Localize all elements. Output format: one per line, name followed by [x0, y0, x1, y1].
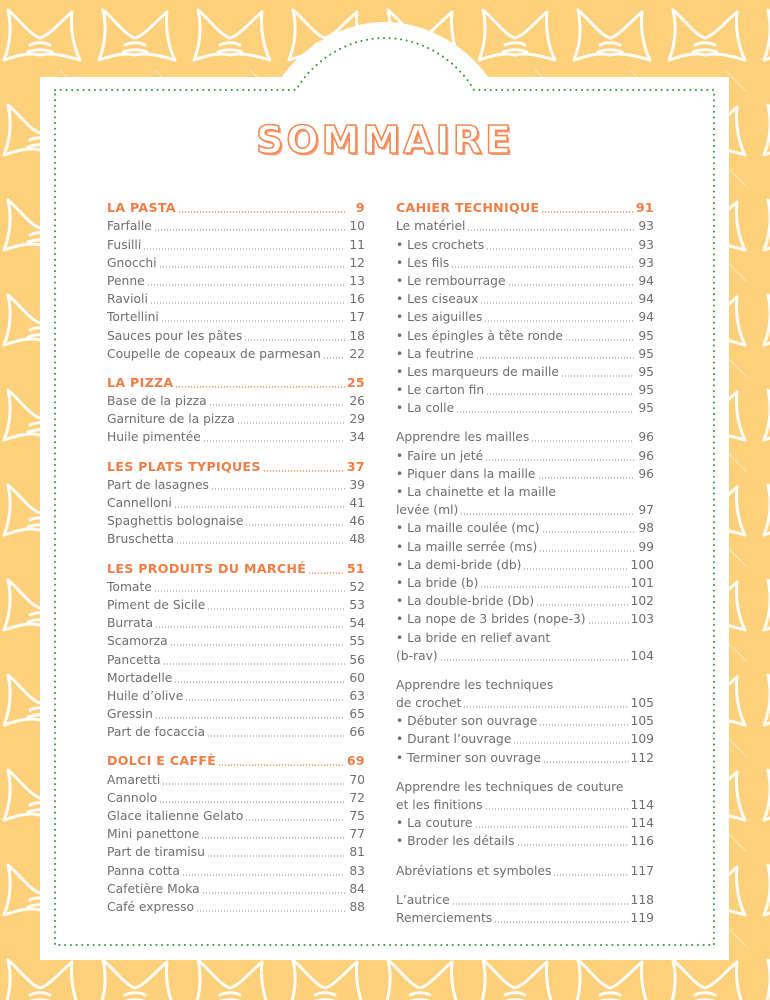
toc-entry[interactable]: • Piquer dans la maille 96 — [396, 466, 654, 481]
toc-entry[interactable]: Cannelloni 41 — [107, 496, 365, 510]
toc-entry[interactable]: Part de focaccia 66 — [107, 725, 365, 740]
toc-entry[interactable]: Coupelle de copeaux de parmesan 22 — [107, 346, 365, 361]
toc-entry[interactable]: • Les ciseaux 94 — [396, 292, 654, 307]
toc-entry[interactable]: Ravioli 16 — [107, 292, 365, 307]
toc-section-heading[interactable]: LA PASTA 9 — [107, 200, 365, 216]
toc-entry[interactable]: (b-rav) 104 — [396, 648, 654, 663]
toc-entry[interactable]: Cannolo 72 — [107, 790, 365, 805]
toc-left-column — [107, 199, 365, 916]
toc-entry[interactable]: • La bride (b) 101 — [396, 575, 654, 590]
toc-entry[interactable]: Mortadelle 60 — [107, 670, 365, 685]
toc-entry[interactable]: • Faire un jeté 96 — [396, 448, 654, 463]
toc-entry[interactable]: Tomate 52 — [107, 579, 365, 594]
toc-entry[interactable]: Sauces pour les pâtes 18 — [107, 328, 365, 343]
dot-leader — [178, 211, 345, 213]
toc-entry[interactable]: • Les marqueurs de maille 95 — [396, 364, 654, 379]
toc-entry[interactable]: de crochet 105 — [396, 696, 654, 711]
toc-entry[interactable]: Gressin 65 — [107, 707, 365, 722]
toc-entry[interactable]: Gnocchi 12 — [107, 255, 365, 270]
toc-entry[interactable]: et les finitions 114 — [396, 798, 654, 812]
toc-entry[interactable]: Farfalle 10 — [107, 219, 365, 234]
toc-entry[interactable]: • Le carton fin 95 — [396, 383, 654, 398]
toc-entry[interactable]: Part de tiramisu 81 — [107, 845, 365, 860]
toc-entry[interactable]: Pancetta 56 — [107, 652, 365, 667]
toc-entry[interactable]: Mini panettone 77 — [107, 827, 365, 842]
toc-entry-wrapped[interactable]: Apprendre les techniques — [396, 677, 554, 692]
dot-leader — [308, 572, 345, 574]
page-title: SOMMAIRE — [255, 118, 515, 162]
toc-entry[interactable]: Part de lasagnes 39 — [107, 477, 365, 492]
toc-entry[interactable]: Huile d’olive 63 — [107, 688, 365, 703]
toc-right-column — [396, 199, 654, 927]
toc-entry[interactable]: • La couture 114 — [396, 816, 654, 831]
toc-entry[interactable]: • Les épingles à tête ronde 95 — [396, 328, 654, 343]
toc-entry[interactable]: Café expresso 88 — [107, 899, 365, 914]
toc-section-heading[interactable]: LES PLATS TYPIQUES 37 — [107, 458, 365, 474]
toc-entry[interactable]: • La maille coulée (mc) 98 — [396, 521, 654, 536]
toc-entry[interactable]: • Broder les détails 116 — [396, 834, 654, 849]
toc-entry[interactable]: levée (ml) 97 — [396, 503, 654, 518]
toc-entry[interactable]: Penne 13 — [107, 273, 365, 288]
toc-entry[interactable]: • La double-bride (Db) 102 — [396, 594, 654, 609]
toc-entry[interactable]: Amaretti 70 — [107, 772, 365, 787]
toc-entry[interactable]: • La nope de 3 brides (nope-3) 103 — [396, 612, 654, 627]
toc-entry-wrapped[interactable]: • La chainette et la maille — [396, 485, 556, 499]
toc-entry[interactable]: Bruschetta 48 — [107, 532, 365, 547]
toc-entry[interactable]: Le matériel 93 — [396, 219, 654, 234]
toc-entry[interactable]: Abréviations et symboles 117 — [396, 863, 654, 878]
toc-entry[interactable]: • Les fils 93 — [396, 255, 654, 270]
dot-leader — [541, 211, 633, 213]
toc-entry[interactable]: • La colle 95 — [396, 401, 654, 416]
toc-entry[interactable]: Cafetière Moka 84 — [107, 881, 365, 896]
toc-entry[interactable]: • Le rembourrage 94 — [396, 273, 654, 288]
toc-entry[interactable]: • La maille serrée (ms) 99 — [396, 539, 654, 554]
toc-entry[interactable]: Base de la pizza 26 — [107, 394, 365, 409]
toc-entry[interactable]: • Terminer son ouvrage 112 — [396, 750, 654, 765]
toc-entry[interactable]: L’autrice 118 — [396, 892, 654, 907]
toc-section-heading[interactable]: LA PIZZA 25 — [107, 374, 365, 390]
toc-entry[interactable]: • Durant l’ouvrage 109 — [396, 732, 654, 747]
toc-section-heading[interactable]: CAHIER TECHNIQUE 91 — [396, 200, 654, 216]
toc-entry[interactable]: Burrata 54 — [107, 616, 365, 631]
toc-entry[interactable]: • Débuter son ouvrage 105 — [396, 714, 654, 729]
toc-entry[interactable]: • Les aiguilles 94 — [396, 310, 654, 325]
toc-section-heading[interactable]: LES PRODUITS DU MARCHÉ 51 — [107, 560, 365, 576]
toc-entry[interactable]: Garniture de la pizza 29 — [107, 412, 365, 427]
toc-entry[interactable]: • Les crochets 93 — [396, 237, 654, 252]
toc-entry[interactable]: Piment de Sicile 53 — [107, 597, 365, 612]
toc-entry[interactable]: Spaghettis bolognaise 46 — [107, 514, 365, 529]
toc-entry[interactable]: • La feutrine 95 — [396, 346, 654, 361]
toc-entry[interactable]: Scamorza 55 — [107, 634, 365, 649]
dot-leader — [175, 386, 344, 388]
toc-entry[interactable]: Fusilli 11 — [107, 237, 365, 252]
toc-entry[interactable]: • La demi-bride (db) 100 — [396, 557, 654, 572]
dot-leader — [263, 470, 345, 472]
toc-entry-wrapped[interactable]: • La bride en relief avant — [396, 630, 551, 645]
toc-entry[interactable]: Remerciements 119 — [396, 910, 654, 925]
toc-section-heading[interactable]: DOLCI E CAFFÈ 69 — [107, 753, 365, 769]
toc-entry[interactable]: Panna cotta 83 — [107, 863, 365, 878]
toc-entry[interactable]: Huile pimentée 34 — [107, 430, 365, 445]
toc-entry[interactable]: Glace italienne Gelato 75 — [107, 809, 365, 823]
toc-entry[interactable]: Apprendre les mailles 96 — [396, 430, 654, 445]
toc-entry[interactable]: Tortellini 17 — [107, 310, 365, 325]
dot-leader — [218, 764, 345, 766]
toc-entry-wrapped[interactable]: Apprendre les techniques de couture — [396, 779, 624, 794]
